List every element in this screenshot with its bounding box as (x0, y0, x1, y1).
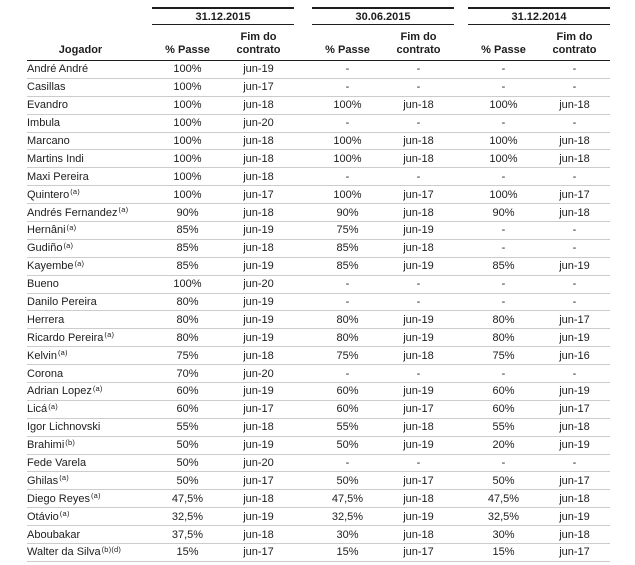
table-row (27, 508, 610, 526)
cell-value: 32,5% (171, 510, 204, 523)
cell-value: 55% (492, 421, 515, 434)
player-superscript: (a) (90, 492, 101, 501)
cell-value: 100% (173, 63, 202, 76)
cell-value: jun-18 (403, 421, 434, 434)
table-row (27, 544, 610, 562)
player-superscript: (b)(d) (101, 546, 122, 554)
player-superscript: (a) (63, 242, 74, 250)
table-row (27, 258, 610, 276)
cell-value: 20% (492, 439, 515, 452)
cell-value: jun-18 (243, 152, 274, 165)
cell-value: - (345, 457, 350, 470)
cell-value: - (416, 170, 421, 183)
cell-value: - (572, 81, 577, 94)
cell-value: jun-19 (243, 224, 274, 237)
cell-value: 100% (173, 278, 202, 291)
player-name: Herrera (27, 313, 65, 326)
cell-value: 100% (333, 135, 362, 147)
cell-value: jun-17 (559, 474, 590, 487)
player-name: Ghilas (27, 474, 59, 487)
cell-value: - (345, 81, 350, 94)
player-name: Andrés Fernandez (27, 206, 118, 219)
table-row (27, 97, 610, 115)
player-name: Aboubakar (27, 528, 81, 541)
cell-value: - (572, 63, 577, 76)
player-name-cell (27, 314, 152, 326)
player-name: Diego Reyes (27, 492, 90, 505)
player-name-cell (27, 403, 152, 415)
cell-value: jun-20 (243, 457, 274, 470)
cell-value: 100% (173, 170, 202, 183)
cell-value: 15% (336, 546, 359, 559)
player-superscript: (a) (104, 331, 115, 340)
player-name-cell (27, 332, 152, 344)
cell-value: jun-19 (403, 313, 434, 326)
table-row (27, 168, 610, 186)
cell-value: 75% (492, 349, 515, 362)
cell-value: - (501, 224, 506, 237)
cell-value: 60% (336, 403, 359, 416)
cell-value: jun-17 (559, 188, 590, 201)
table-row (27, 347, 610, 365)
cell-value: 80% (336, 331, 359, 344)
cell-value: jun-18 (243, 528, 274, 541)
cell-value: - (345, 367, 350, 380)
cell-value: - (501, 81, 506, 94)
player-superscript: (a) (48, 403, 58, 411)
table-row (27, 204, 610, 222)
cell-value: jun-17 (403, 474, 434, 487)
cell-value: 50% (336, 439, 359, 452)
table-body (27, 61, 610, 562)
cell-value: - (345, 170, 350, 183)
table-row (27, 311, 610, 329)
cell-value: 90% (176, 206, 199, 219)
cell-value: 50% (176, 474, 199, 487)
cell-value: jun-18 (243, 349, 274, 362)
cell-value: 100% (333, 99, 362, 112)
table-row (27, 61, 610, 79)
cell-value: 15% (492, 546, 515, 559)
cell-value: 60% (492, 403, 515, 416)
table-row (27, 186, 610, 204)
cell-value: jun-17 (243, 403, 274, 416)
cell-value: 47,5% (487, 492, 520, 505)
cell-value: jun-19 (403, 260, 434, 273)
table-row (27, 133, 610, 151)
cell-value: 85% (176, 260, 199, 273)
player-name-cell (27, 296, 152, 308)
cell-value: jun-17 (559, 546, 590, 559)
cell-value: jun-18 (403, 152, 434, 165)
table-row (27, 79, 610, 97)
date-header-2015-06: 30.06.2015 (312, 7, 454, 25)
player-name-cell (27, 207, 152, 219)
cell-value: jun-17 (243, 81, 274, 94)
player-name-cell (27, 81, 152, 93)
cell-value: - (416, 457, 421, 470)
cell-value: jun-18 (403, 492, 434, 505)
cell-value: jun-17 (243, 546, 274, 559)
player-superscript: (b) (65, 439, 76, 447)
cell-value: - (572, 367, 577, 380)
cell-value: - (416, 296, 421, 309)
cell-value: jun-19 (243, 331, 274, 344)
cell-value: - (416, 367, 421, 380)
player-column-header: Jogador (58, 43, 103, 56)
cell-value: 85% (336, 242, 359, 255)
cell-value: jun-17 (559, 313, 590, 326)
cell-value: 80% (492, 331, 515, 344)
cell-value: 32,5% (331, 510, 364, 523)
player-name: Licá (27, 403, 48, 416)
cell-value: jun-19 (243, 296, 274, 309)
player-name-cell (27, 439, 152, 451)
player-name-cell (27, 368, 152, 380)
cell-value: jun-18 (559, 492, 590, 505)
player-name: Bueno (27, 278, 59, 291)
cell-value: jun-18 (559, 135, 590, 147)
cell-value: jun-19 (403, 510, 434, 523)
cell-value: jun-18 (243, 421, 274, 434)
cell-value: 100% (333, 188, 362, 201)
table-row (27, 383, 610, 401)
cell-value: jun-18 (403, 135, 434, 147)
cell-value: jun-18 (243, 99, 274, 112)
contract-end-header: Fim do contrato (236, 31, 281, 56)
table-row (27, 490, 610, 508)
cell-value: jun-18 (559, 152, 590, 165)
cell-value: - (572, 457, 577, 470)
player-name: Igor Lichnovski (27, 421, 101, 434)
table-row (27, 401, 610, 419)
player-name-cell (27, 153, 152, 165)
cell-value: jun-19 (243, 260, 274, 273)
cell-value: 47,5% (171, 492, 204, 505)
player-name: Fede Varela (27, 457, 87, 470)
player-name-cell (27, 493, 152, 505)
cell-value: 85% (176, 224, 199, 237)
cell-value: 80% (336, 313, 359, 326)
cell-value: 100% (173, 152, 202, 165)
player-name-cell (27, 63, 152, 75)
player-name: Maxi Pereira (27, 170, 89, 183)
player-name-cell (27, 385, 152, 397)
cell-value: 15% (176, 546, 199, 559)
contract-end-header: Fim do contrato (396, 31, 441, 56)
player-name: Danilo Pereira (27, 296, 97, 309)
cell-value: jun-17 (243, 188, 274, 201)
player-superscript: (a) (66, 224, 77, 232)
cell-value: jun-19 (243, 510, 274, 523)
cell-value: 75% (336, 224, 359, 237)
cell-value: jun-19 (559, 331, 590, 344)
cell-value: - (572, 224, 577, 237)
player-name: Marcano (27, 135, 70, 147)
cell-value: jun-17 (403, 403, 434, 416)
cell-value: jun-19 (559, 439, 590, 452)
cell-value: - (501, 367, 506, 380)
cell-value: - (416, 117, 421, 130)
date-header-2014-12: 31.12.2014 (468, 7, 610, 25)
cell-value: 90% (336, 206, 359, 219)
player-name: Evandro (27, 99, 68, 112)
player-name-cell (27, 171, 152, 183)
cell-value: 55% (176, 421, 199, 434)
cell-value: 37,5% (171, 528, 204, 541)
player-name-cell (27, 117, 152, 129)
cell-value: jun-18 (243, 492, 274, 505)
cell-value: jun-18 (403, 528, 434, 541)
player-name: André André (27, 63, 89, 76)
cell-value: jun-17 (403, 546, 434, 559)
cell-value: 100% (173, 188, 202, 201)
cell-value: - (416, 278, 421, 291)
passe-header: % Passe (325, 43, 370, 56)
player-name: Imbula (27, 117, 61, 130)
player-superscript: (a) (118, 206, 129, 215)
cell-value: - (345, 278, 350, 291)
cell-value: jun-17 (403, 188, 434, 201)
cell-value: 50% (176, 439, 199, 452)
cell-value: 100% (173, 117, 202, 130)
player-name-cell (27, 511, 152, 523)
player-name-cell (27, 242, 152, 254)
cell-value: 100% (333, 152, 362, 165)
contract-end-header: Fim do contrato (552, 31, 597, 56)
cell-value: jun-19 (243, 385, 274, 398)
player-name-cell (27, 224, 152, 236)
cell-value: 80% (492, 313, 515, 326)
cell-value: jun-19 (559, 260, 590, 273)
table-row (27, 276, 610, 294)
cell-value: jun-18 (559, 206, 590, 219)
player-name-cell (27, 475, 152, 487)
cell-value: - (416, 81, 421, 94)
player-name: Otávio (27, 510, 59, 523)
cell-value: 80% (176, 296, 199, 309)
player-name-cell (27, 457, 152, 469)
cell-value: - (572, 242, 577, 255)
player-name: Brahimi (27, 439, 65, 452)
dates-header-row (27, 7, 610, 25)
cell-value: 50% (176, 457, 199, 470)
player-superscript: (a) (59, 510, 70, 519)
cell-value: - (572, 170, 577, 183)
player-name-cell (27, 350, 152, 362)
player-name: Quintero (27, 188, 70, 201)
cell-value: 80% (176, 331, 199, 344)
player-name-cell (27, 529, 152, 541)
cell-value: jun-19 (403, 439, 434, 452)
cell-value: - (345, 117, 350, 130)
player-superscript: (a) (70, 188, 80, 197)
player-name: Corona (27, 367, 64, 380)
player-name: Adrian Lopez (27, 385, 92, 398)
cell-value: 85% (336, 260, 359, 273)
player-name-cell (27, 99, 152, 111)
player-name-cell (27, 260, 152, 272)
table-row (27, 437, 610, 455)
cell-value: jun-18 (559, 421, 590, 434)
table-row (27, 329, 610, 347)
cell-value: 50% (336, 474, 359, 487)
cell-value: 60% (492, 385, 515, 398)
cell-value: jun-18 (403, 206, 434, 219)
cell-value: jun-18 (403, 99, 434, 112)
cell-value: 100% (489, 152, 518, 165)
player-name: Kayembe (27, 260, 74, 273)
table-row (27, 365, 610, 383)
date-header-2015-12: 31.12.2015 (152, 7, 294, 25)
cell-value: 30% (336, 528, 359, 541)
cell-value: 85% (492, 260, 515, 273)
cell-value: jun-18 (559, 528, 590, 541)
player-name: Walter da Silva (27, 546, 101, 559)
player-name-cell (27, 546, 152, 558)
cell-value: - (572, 278, 577, 291)
cell-value: - (345, 296, 350, 309)
cell-value: jun-19 (403, 331, 434, 344)
cell-value: 80% (176, 313, 199, 326)
cell-value: - (501, 457, 506, 470)
cell-value: jun-18 (403, 349, 434, 362)
cell-value: - (572, 296, 577, 309)
passe-header: % Passe (481, 43, 526, 56)
table-row (27, 419, 610, 437)
player-name: Hernâni (27, 224, 66, 237)
cell-value: - (501, 117, 506, 130)
cell-value: jun-18 (243, 242, 274, 255)
cell-value: jun-16 (559, 349, 590, 362)
table-row (27, 294, 610, 312)
cell-value: jun-18 (243, 135, 274, 147)
cell-value: jun-19 (403, 224, 434, 237)
player-name: Kelvin (27, 349, 57, 362)
cell-value: - (501, 278, 506, 291)
cell-value: 100% (173, 135, 202, 147)
cell-value: - (572, 117, 577, 130)
table-row (27, 455, 610, 473)
cell-value: 85% (176, 242, 199, 255)
cell-value: jun-18 (243, 170, 274, 183)
cell-value: jun-19 (243, 63, 274, 76)
cell-value: jun-19 (243, 313, 274, 326)
cell-value: 100% (489, 99, 518, 112)
cell-value: jun-19 (559, 510, 590, 523)
cell-value: 90% (492, 206, 515, 219)
cell-value: 55% (336, 421, 359, 434)
player-superscript: (a) (59, 474, 69, 483)
cell-value: 47,5% (331, 492, 364, 505)
cell-value: jun-18 (243, 206, 274, 219)
cell-value: 100% (489, 135, 518, 147)
player-name: Gudiño (27, 242, 63, 255)
cell-value: jun-18 (559, 99, 590, 112)
cell-value: 100% (173, 99, 202, 112)
cell-value: jun-19 (559, 385, 590, 398)
player-name-cell (27, 421, 152, 433)
player-superscript: (a) (74, 260, 85, 268)
cell-value: 32,5% (487, 510, 520, 523)
player-name: Ricardo Pereira (27, 331, 104, 344)
player-name-cell (27, 135, 152, 147)
cell-value: 60% (176, 403, 199, 416)
player-name-cell (27, 189, 152, 201)
cell-value: jun-19 (403, 385, 434, 398)
cell-value: - (501, 296, 506, 309)
cell-value: - (501, 242, 506, 255)
table-row (27, 150, 610, 168)
cell-value: - (501, 63, 506, 76)
cell-value: jun-20 (243, 117, 274, 130)
cell-value: 100% (173, 81, 202, 94)
column-headers-row (27, 25, 610, 61)
passe-header: % Passe (165, 43, 210, 56)
cell-value: 60% (176, 385, 199, 398)
cell-value: 50% (492, 474, 515, 487)
cell-value: - (501, 170, 506, 183)
table-row (27, 526, 610, 544)
table-row (27, 472, 610, 490)
cell-value: 70% (176, 367, 199, 380)
cell-value: 60% (336, 385, 359, 398)
cell-value: jun-20 (243, 278, 274, 291)
cell-value: jun-19 (243, 439, 274, 452)
cell-value: - (345, 63, 350, 76)
cell-value: 75% (176, 349, 199, 362)
cell-value: 30% (492, 528, 515, 541)
cell-value: jun-20 (243, 367, 274, 380)
cell-value: - (416, 63, 421, 76)
table-row (27, 240, 610, 258)
player-name: Martins Indi (27, 152, 84, 165)
table-row (27, 222, 610, 240)
player-name-cell (27, 278, 152, 290)
cell-value: jun-17 (559, 403, 590, 416)
cell-value: 75% (336, 349, 359, 362)
player-name: Casillas (27, 81, 66, 94)
cell-value: 100% (489, 188, 518, 201)
player-superscript: (a) (92, 385, 103, 393)
cell-value: jun-17 (243, 474, 274, 487)
cell-value: jun-18 (403, 242, 434, 255)
player-superscript: (a) (57, 349, 68, 358)
table-row (27, 115, 610, 133)
